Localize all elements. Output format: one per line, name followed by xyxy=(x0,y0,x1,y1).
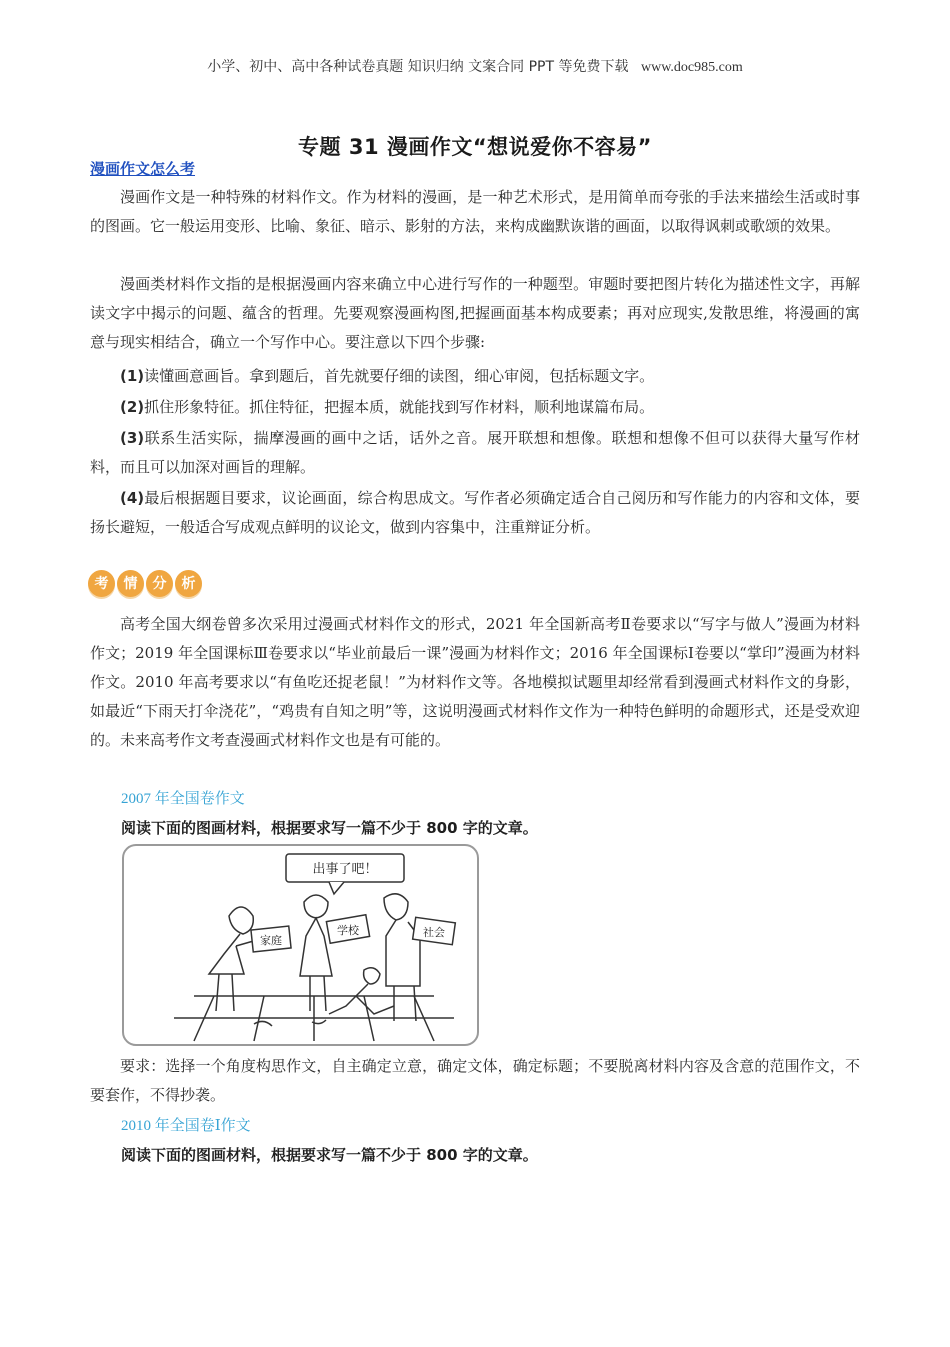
step-1 xyxy=(90,362,860,391)
cartoon-sign-school: 学校 xyxy=(337,924,359,937)
step-4 xyxy=(90,484,860,542)
intro-paragraph-1: 漫画作文是一种特殊的材料作文。作为材料的漫画，是一种艺术形式，是用简单而夸张的手法来描绘生活或时事的图画。它一般运用变形、比喻、象征、暗示、影射的方法，来构成幽默诙谐的画面，以取得讽刺或歌颂的效果。 xyxy=(90,188,860,235)
cartoon-drawing xyxy=(124,846,477,1044)
header-text: 小学、初中、高中各种试卷真题 知识归纳 文案合同 PPT 等免费下载 xyxy=(207,59,629,75)
step-number: (2) xyxy=(120,398,145,416)
intro-paragraph-2: 漫画类材料作文指的是根据漫画内容来确立中心进行写作的一种题型。审题时要把图片转化为描述性文字，再解读文字中揭示的问题、蕴含的哲理。先要观察漫画构图,把握画面基本构成要素；再对应现实,发散思维，将漫画的寓意与现实相结合，确立一个写作中心。要注意以下四个步骤: xyxy=(90,275,860,351)
cartoon-sign-society: 社会 xyxy=(423,926,445,939)
badge-char: 分 xyxy=(146,570,173,597)
page-title: 专题 31 漫画作文“想说爱你不容易” xyxy=(298,135,652,159)
exam-2010-title[interactable]: 2010 年全国卷Ⅰ作文 xyxy=(121,1118,251,1134)
step-number: (4) xyxy=(120,489,145,507)
exam-2007-title[interactable]: 2007 年全国卷作文 xyxy=(121,791,245,807)
step-2 xyxy=(90,393,860,422)
step-number: (3) xyxy=(120,429,145,447)
page-header xyxy=(0,56,950,76)
badge-char: 情 xyxy=(117,570,144,597)
step-text: 读懂画意画旨。拿到题后，首先就要仔细的读图，细心审阅，包括标题文字。 xyxy=(144,367,655,385)
step-3 xyxy=(90,424,860,482)
exam-2007-requirement: 要求：选择一个角度构思作文，自主确定立意，确定文体，确定标题；不要脱离材料内容及含意的范围作文，不要套作，不得抄袭。 xyxy=(90,1057,860,1104)
exam-2010-instruction: 阅读下面的图画材料，根据要求写一篇不少于 800 字的文章。 xyxy=(121,1146,538,1164)
analysis-badge xyxy=(88,566,206,600)
cartoon-image xyxy=(122,844,479,1046)
exam-2007-instruction: 阅读下面的图画材料，根据要求写一篇不少于 800 字的文章。 xyxy=(121,819,538,837)
section-link-how-to-test[interactable]: 漫画作文怎么考 xyxy=(90,160,196,178)
cartoon-sign-family: 家庭 xyxy=(260,934,282,947)
analysis-paragraph: 高考全国大纲卷曾多次采用过漫画式材料作文的形式，2021 年全国新高考Ⅱ卷要求以“写字与做人”漫画为材料作文；2019 年全国课标Ⅲ卷要求以“毕业前最后一课”漫画为材料作文；2016 年全国课标Ⅰ卷要以“掌印”漫画为材料作文。2010 年高考要求以“有鱼吃还捉老鼠！”为材料作文等。各地模拟试题里却经常看到漫画式材料作文的身影，如最近“下雨天打伞浇花”，“鸡贵有自知之明”等，这说明漫画式材料作文作为一种特色鲜明的命题形式，还是受欢迎的。未来高考作文考查漫画式材料作文也是有可能的。 xyxy=(90,615,860,749)
step-number: (1) xyxy=(120,367,145,385)
header-url[interactable]: www.doc985.com xyxy=(640,60,743,75)
step-text: 抓住形象特征。抓住特征，把握本质，就能找到写作材料，顺利地谋篇布局。 xyxy=(144,398,655,416)
step-text: 联系生活实际，揣摩漫画的画中之话，话外之音。展开联想和想像。联想和想像不但可以获得大量写作材料，而且可以加深对画旨的理解。 xyxy=(90,429,860,476)
badge-char: 考 xyxy=(88,570,115,597)
badge-char: 析 xyxy=(175,570,202,597)
cartoon-bubble-text: 出事了吧！ xyxy=(312,862,378,877)
step-text: 最后根据题目要求，议论画面，综合构思成文。写作者必须确定适合自己阅历和写作能力的内容和文体，要扬长避短，一般适合写成观点鲜明的议论文，做到内容集中，注重辩证分析。 xyxy=(90,489,860,536)
